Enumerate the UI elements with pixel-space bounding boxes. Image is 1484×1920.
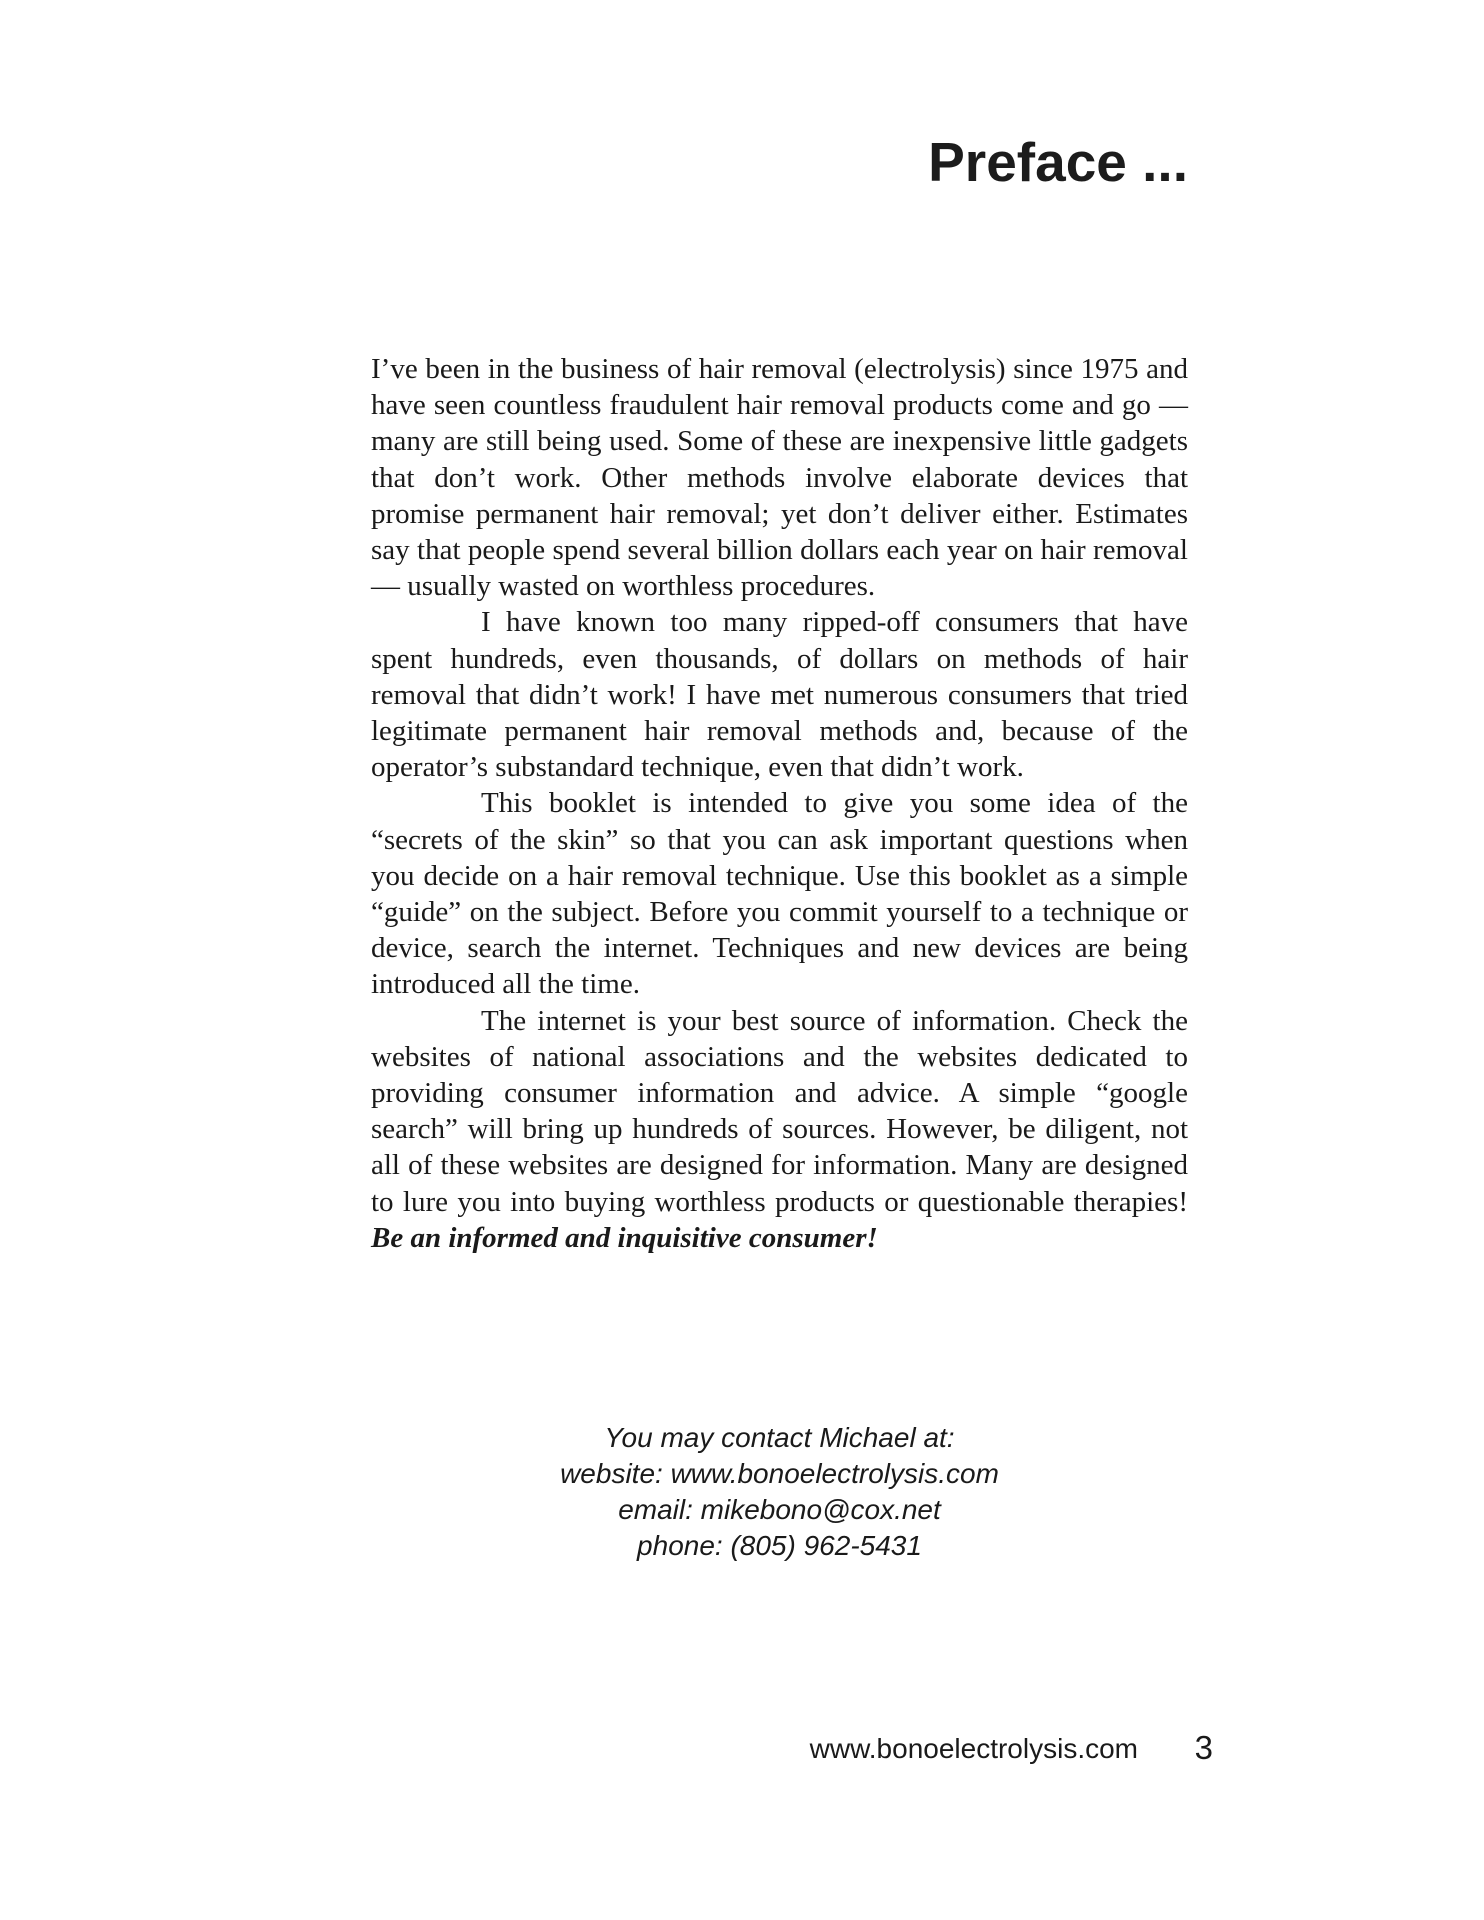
- page-title: Preface ...: [928, 131, 1188, 193]
- contact-website: website: www.bonoelectrolysis.com: [560, 1458, 999, 1489]
- paragraph-4: [371, 1003, 1188, 1256]
- footer-url: www.bonoelectrolysis.com: [809, 1733, 1138, 1764]
- paragraph-1: I’ve been in the business of hair removal (electrolysis) since 1975 and have seen countless fraudulent hair removal products come and go — many are still being used. Some of these are inexpensive little gadgets that don’t work. Other methods involve elaborate devices that promise permanent hair removal; yet don’t deliver either. Estimates say that people spend several billion dollars each year on hair removal — usually wasted on worthless procedures.: [371, 353, 1188, 603]
- contact-phone: phone: (805) 962-5431: [637, 1530, 922, 1561]
- preface-body: [371, 351, 1188, 1256]
- paragraph-4-text: The internet is your best source of information. Check the websites of national associations and the websites dedicated to providing consumer information and advice. A simple “google search” will bring up hundreds of sources. However, be diligent, not all of these websites are designed for information. Many are designed to lure you into buying worthless products or questionable therapies!: [371, 1004, 1188, 1218]
- emphasis-callout: Be an informed and inquisitive consumer!: [371, 1221, 878, 1254]
- contact-block: [371, 1420, 1188, 1564]
- page-number: 3: [1194, 1729, 1213, 1766]
- paragraph-3: This booklet is intended to give you some idea of the “secrets of the skin” so that you can ask important questions when you decide on a hair removal technique. Use this booklet as a simple “guide” on the subject. Before you commit yourself to a technique or device, search the internet. Techniques and new devices are being introduced all the time.: [371, 787, 1188, 1001]
- paragraph-2: I have known too many ripped-off consumers that have spent hundreds, even thousands, of dollars on methods of hair removal that didn’t work! I have met numerous consumers that tried legitimate permanent hair removal methods and, because of the operator’s substandard technique, even that didn’t work.: [371, 606, 1188, 784]
- contact-email: email: mikebono@cox.net: [618, 1494, 941, 1525]
- contact-intro: You may contact Michael at:: [604, 1422, 955, 1453]
